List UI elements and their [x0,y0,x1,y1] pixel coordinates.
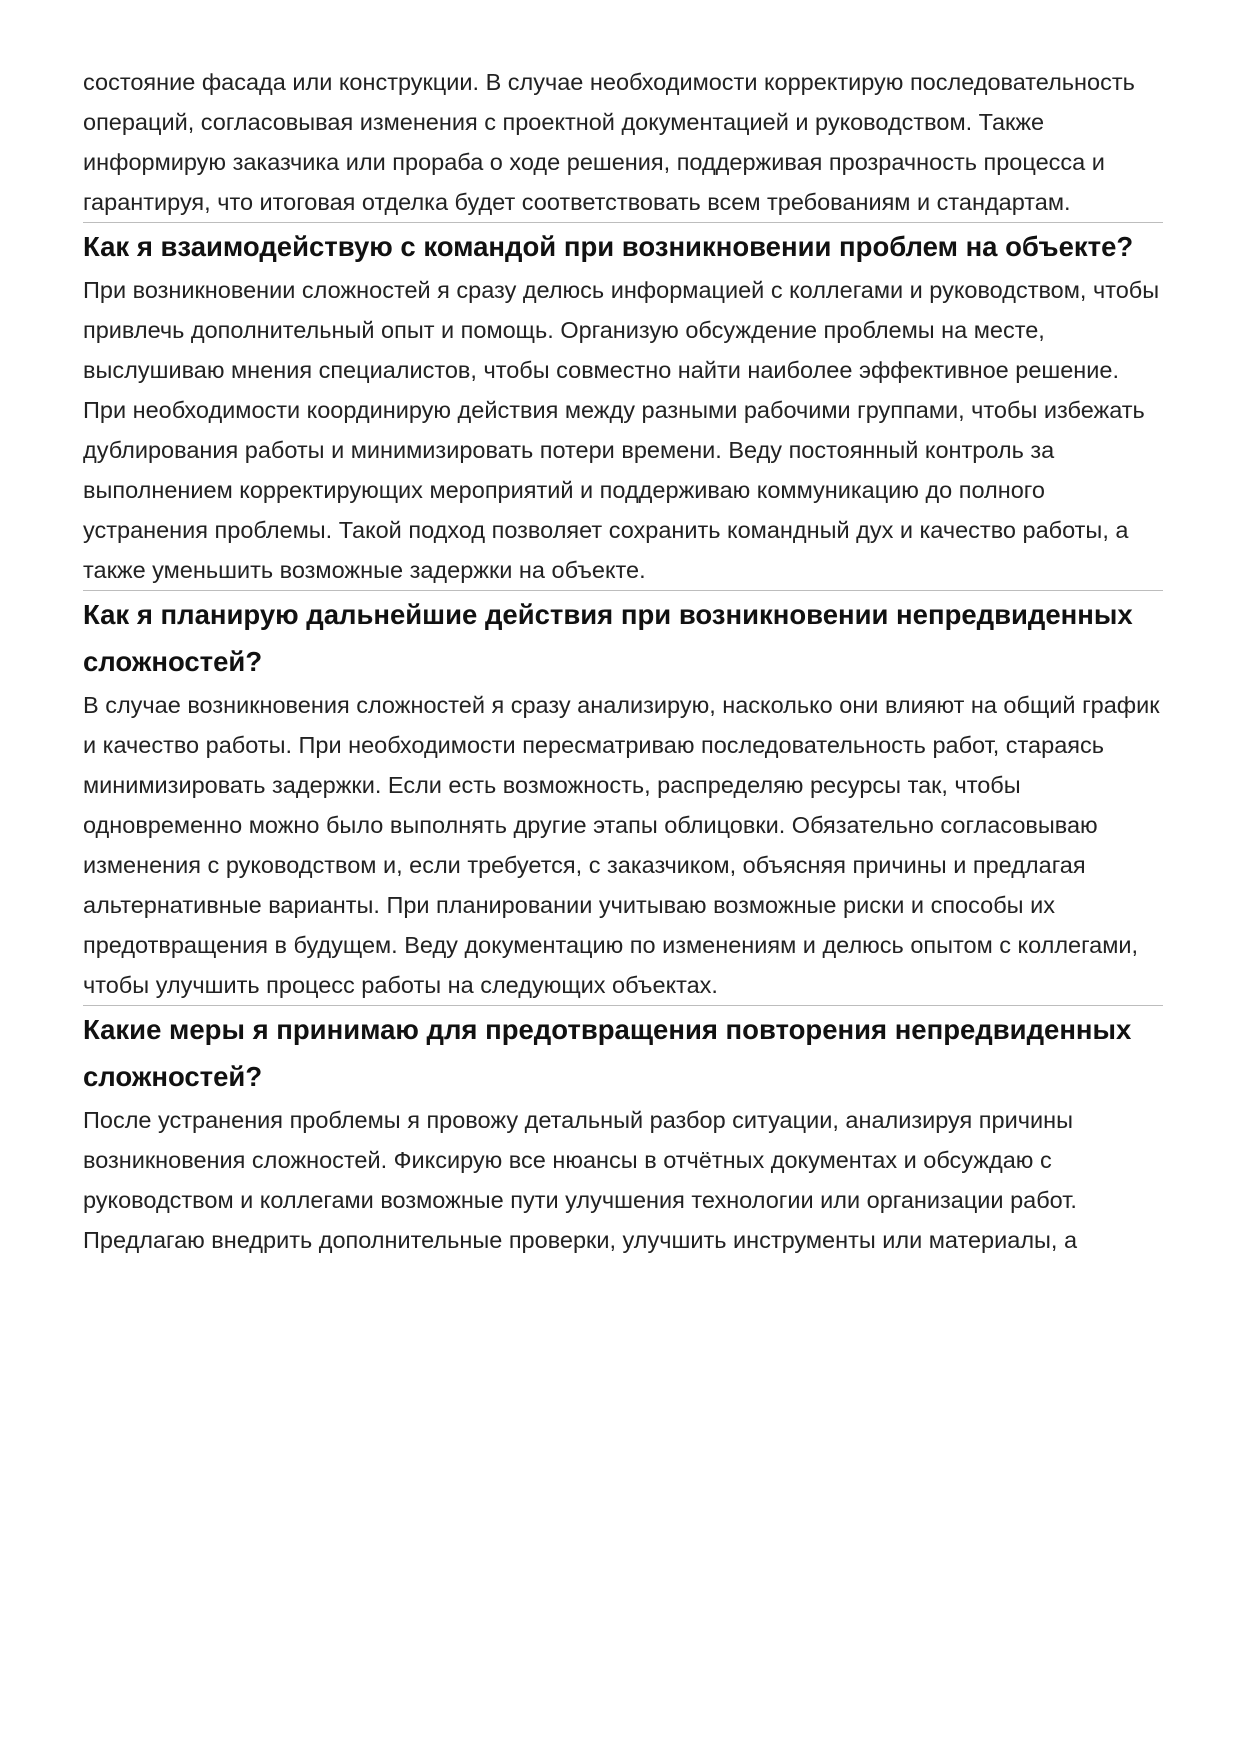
section-2-heading: Как я планирую дальнейшие действия при возникновении непредвиденных сложностей? [83,599,1133,677]
section-2-paragraph: В случае возникновения сложностей я сразу анализирую, насколько они влияют на общий график и качество работы. При необходимости пересматриваю последовательность работ, стараясь минимизировать задержки. Если есть возможность, распределяю ресурсы так, чтобы одновременно можно было выполнять другие этапы облицовки. Обязательно согласовываю изменения с руководством и, если требуется, с заказчиком, объясняя причины и предлагая альтернативные варианты. При планировании учитываю возможные риски и способы их предотвращения в будущем. Веду документацию по изменениям и делюсь опытом с коллегами, чтобы улучшить процесс работы на следующих объектах. [83,692,1160,998]
section-1-heading: Как я взаимодействую с командой при возникновении проблем на объекте? [83,231,1134,262]
document-content [83,62,1163,1260]
section-1-paragraph: При возникновении сложностей я сразу делюсь информацией с коллегами и руководством, чтобы привлечь дополнительный опыт и помощь. Организую обсуждение проблемы на месте, выслушиваю мнения специалистов, чтобы совместно найти наиболее эффективное решение. При необходимости координирую действия между разными рабочими группами, чтобы избежать дублирования работы и минимизировать потери времени. Веду постоянный контроль за выполнением корректирующих мероприятий и поддерживаю коммуникацию до полного устранения проблемы. Такой подход позволяет сохранить командный дух и качество работы, а также уменьшить возможные задержки на объекте. [83,277,1160,583]
section-3-heading: Какие меры я принимаю для предотвращения повторения непредвиденных сложностей? [83,1014,1132,1092]
section-0-paragraph: состояние фасада или конструкции. В случае необходимости корректирую последовательность операций, согласовывая изменения с проектной документацией и руководством. Также информирую заказчика или прораба о ходе решения, поддерживая прозрачность процесса и гарантируя, что итоговая отделка будет соответствовать всем требованиям и стандартам. [83,69,1135,215]
section-3-paragraph: После устранения проблемы я провожу детальный разбор ситуации, анализируя причины возникновения сложностей. Фиксирую все нюансы в отчётных документах и обсуждаю с руководством и коллегами возможные пути улучшения технологии или организации работ. Предлагаю внедрить дополнительные проверки, улучшить инструменты или материалы, а [83,1107,1078,1253]
